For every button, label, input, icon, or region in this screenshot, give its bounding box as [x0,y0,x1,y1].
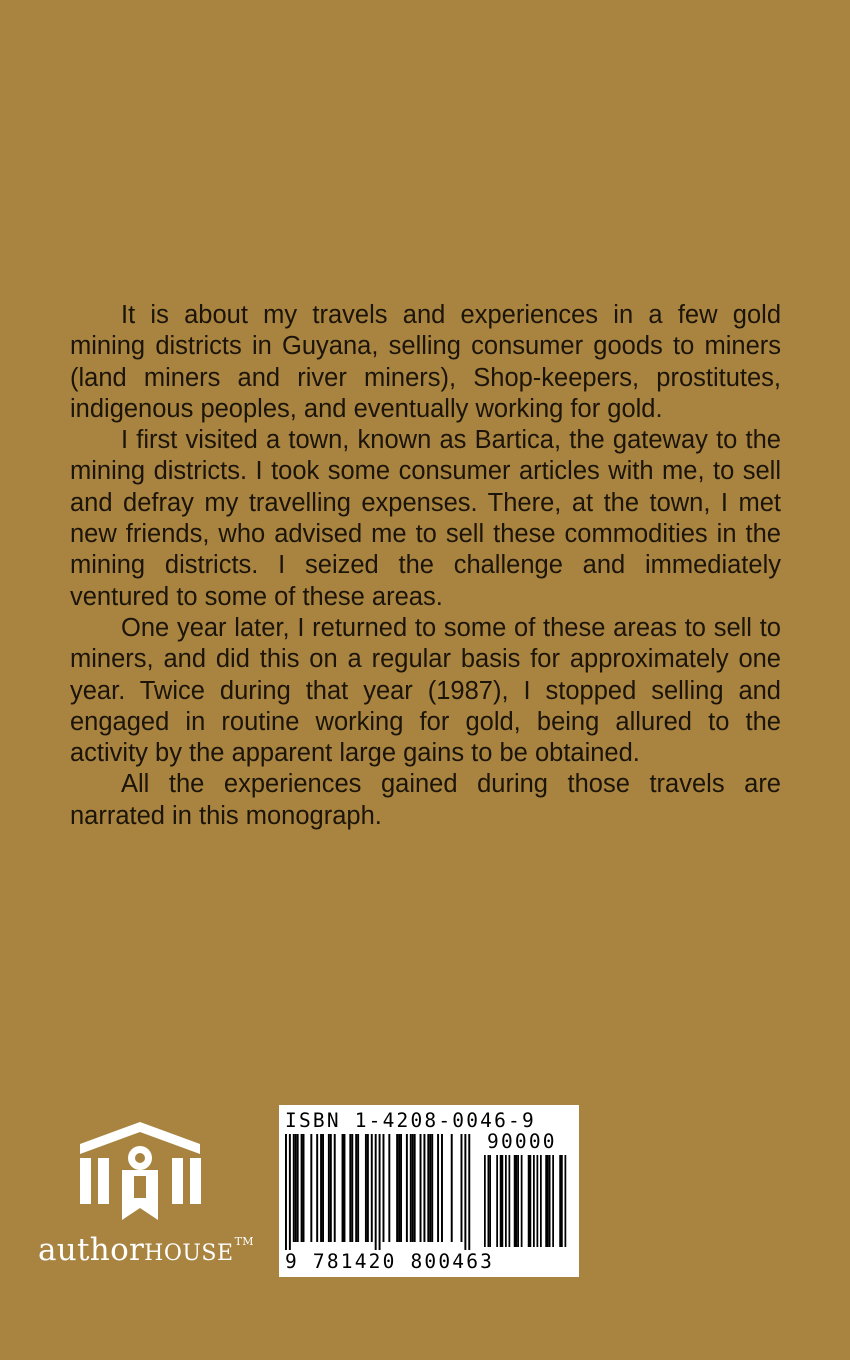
addon-barcode-bar [521,1155,523,1247]
barcode-bar [406,1134,408,1242]
barcode-bar [310,1134,312,1242]
barcode-bar [285,1134,287,1250]
barcode-bar [357,1134,359,1242]
barcode-bar [414,1134,416,1242]
addon-barcode-bar [549,1155,551,1247]
barcode-bar [293,1134,295,1242]
ean-barcode-bars [285,1134,481,1250]
blurb-text [70,300,781,832]
barcode-bar [355,1134,357,1242]
addon-barcode-bar [552,1155,554,1247]
barcode-bar [303,1134,305,1242]
addon-barcode-bar [505,1155,507,1247]
addon-barcode-bar [488,1155,490,1247]
blurb-paragraph-2: I first visited a town, known as Bartica, the gateway to the mining districts. I took some consumer articles with me, to sell and defray my travelling expenses. There, at the town, I met new friends, who advised me to sell these commodities in the mining districts. I seized the challenge and immediately ventured to some of these areas. [70,426,781,611]
addon-barcode-bar [533,1155,535,1247]
addon-barcode-bar [496,1155,498,1247]
isbn-barcode [279,1105,579,1277]
addon-barcode-bar [561,1155,563,1247]
barcode-bar [437,1134,439,1242]
addon-barcode-bar [547,1155,549,1247]
blurb-paragraph-1: It is about my travels and experiences in a few gold mining districts in Guyana, selling consumer goods to miners (land miners and river miners), Shop-keepers, prostitutes, indigenous peoples, and eventually working for gold. [70,301,781,423]
addon-barcode-bar [528,1155,530,1247]
barcode-bar [320,1134,322,1242]
barcode-bar [295,1134,297,1242]
barcode-bar [412,1134,414,1242]
addon-barcode-bar [516,1155,518,1247]
barcode-bar [334,1134,336,1242]
barcode-bar [410,1134,412,1242]
barcode-bar [351,1134,353,1242]
isbn-label: ISBN 1-4208-0046-9 [285,1109,536,1132]
publisher-wordmark [38,1232,254,1268]
barcode-bar [464,1134,466,1250]
barcode-bar [461,1134,463,1242]
addon-barcode-bar [540,1155,542,1247]
barcode-bar [297,1134,299,1242]
price-code: 90000 [487,1130,557,1153]
barcode-bar [330,1134,332,1242]
addon-barcode-bar [565,1155,567,1247]
barcode-bar [349,1134,351,1242]
barcode-bar [396,1134,398,1242]
barcode-bar [423,1134,425,1242]
barcode-bar [468,1134,470,1250]
blurb-paragraph-3: One year later, I returned to some of these areas to sell to miners, and did this on a regular basis for approximately one year. Twice during that year (1987), I stopped selling and engaged in routine working for gold, being allured to the activity by the apparent large gains to be obtained. [70,613,781,768]
barcode-bar [441,1134,443,1242]
barcode-bar [400,1134,402,1242]
barcode-bar [388,1134,390,1242]
trademark-symbol: TM [234,1235,254,1248]
barcode-bar [371,1134,373,1242]
addon-barcode-bars [484,1155,574,1247]
addon-barcode-bar [517,1155,519,1247]
barcode-bar [316,1134,318,1242]
barcode-bar [375,1134,377,1250]
barcode-bar [365,1134,367,1242]
ean-digits: 9 781420 800463 [285,1250,495,1273]
addon-barcode-bar [509,1155,511,1247]
addon-barcode-bar [489,1155,491,1247]
publisher-name-house: HOUSE [144,1241,234,1266]
barcode-bar [342,1134,344,1242]
barcode-bar [301,1134,303,1242]
barcode-bar [383,1134,385,1242]
barcode-bar [420,1134,422,1242]
publisher-name-author: author [38,1232,145,1268]
barcode-bar [328,1134,330,1242]
book-house-logo-icon [78,1122,203,1222]
addon-barcode-bar [514,1155,516,1247]
barcode-bar [398,1134,400,1242]
addon-barcode-bar [500,1155,502,1247]
addon-barcode-bar [484,1155,486,1247]
barcode-bar [344,1134,346,1242]
addon-barcode-bar [559,1155,561,1247]
publisher-logo [38,1122,258,1272]
addon-barcode-bar [530,1155,532,1247]
addon-barcode-bar [537,1155,539,1247]
barcode-bar [367,1134,369,1242]
barcode-bar [431,1134,433,1242]
barcode-bar [427,1134,429,1242]
addon-barcode-bar [502,1155,504,1247]
barcode-bar [379,1134,381,1250]
barcode-bar [289,1134,291,1250]
barcode-bar [429,1134,431,1242]
addon-barcode-bar [545,1155,547,1247]
barcode-bar [451,1134,453,1242]
blurb-paragraph-4: All the experiences gained during those travels are narrated in this monograph. [70,770,781,830]
barcode-bar [322,1134,324,1242]
